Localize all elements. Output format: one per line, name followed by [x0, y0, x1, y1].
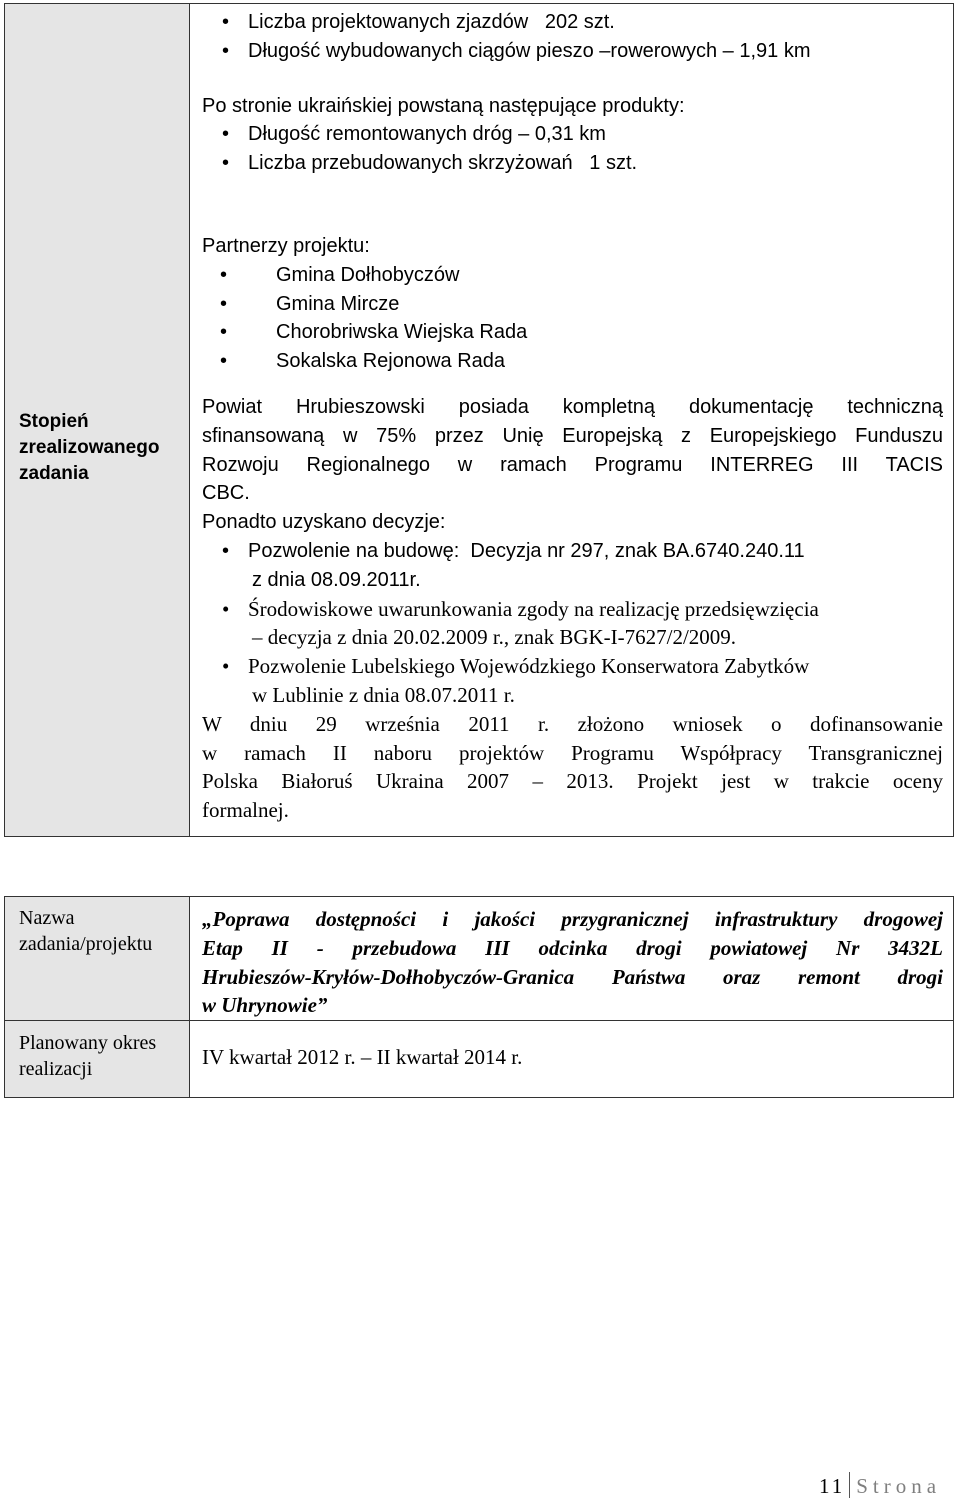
ukraine-intro: Po stronie ukraińskiej powstaną następujące produkty: — [202, 94, 685, 117]
status-line: Rozwoju Regionalnego w ramach Programu INTERREG III TACIS — [202, 453, 943, 476]
project-status-table — [4, 3, 954, 837]
project-title-cell — [190, 897, 954, 1021]
decisions-serif-block — [202, 595, 943, 710]
title-line: w Uhrynowie” — [202, 993, 328, 1018]
status-line: Powiat Hrubieszowski posiada kompletną dokumentację techniczną — [202, 395, 943, 418]
list-item: • Długość remontowanych dróg – 0,31 km — [222, 120, 943, 149]
decision-item-cont: w Lublinie z dnia 08.07.2011 r. — [252, 682, 515, 707]
products-list — [202, 4, 943, 66]
label-okres: Planowany okres realizacji — [19, 1032, 157, 1081]
label-okres-cell — [5, 1021, 190, 1098]
content-block — [190, 4, 953, 825]
project-name-table — [4, 896, 954, 1098]
project-title — [190, 897, 953, 1020]
decision-item-cont: – decyzja z dnia 20.02.2009 r., znak BGK-I-7627/2/2009. — [252, 625, 737, 650]
page-word: Strona — [856, 1474, 942, 1498]
application-line: W dniu 29 września 2011 r. złożono wniosek o dofinansowanie — [202, 711, 943, 736]
list-item: • Liczba przebudowanych skrzyżowań 1 szt. — [222, 149, 943, 178]
list-item: • Gmina Mircze — [220, 290, 943, 319]
label-nazwa-cell — [5, 897, 190, 1021]
content-cell — [190, 4, 954, 837]
title-line: „Poprawa dostępności i jakości przygranicznej infrastruktury drogowej — [202, 907, 943, 931]
page-number: 11 — [819, 1474, 846, 1498]
page-footer — [819, 1472, 941, 1499]
footer-divider — [849, 1472, 850, 1498]
application-line: formalnej. — [202, 798, 289, 823]
decision-item: • Środowiskowe uwarunkowania zgody na realizację przedsięwzięcia — [222, 595, 943, 624]
list-item: • Sokalska Rejonowa Rada — [220, 347, 943, 376]
label-column-cell — [5, 4, 190, 837]
title-line: Hrubieszów-Kryłów-Dołhobyczów-Granica Państwa oraz remont drogi — [202, 964, 943, 989]
ukraine-block — [202, 92, 943, 178]
application-paragraph — [202, 710, 943, 825]
decision-item: • Pozwolenie na budowę: Decyzja nr 297, znak BA.6740.240.11 — [222, 537, 943, 566]
status-line: CBC. — [202, 482, 250, 505]
decision-item: • Pozwolenie Lubelskiego Wojewódzkiego Konserwatora Zabytków — [222, 652, 943, 681]
list-item: • Chorobriwska Wiejska Rada — [220, 318, 943, 347]
list-item: • Liczba projektowanych zjazdów 202 szt. — [222, 8, 943, 37]
application-line: w ramach II naboru projektów Programu Współpracy Transgranicznej — [202, 740, 943, 765]
list-item: • Długość wybudowanych ciągów pieszo –rowerowych – 1,91 km — [222, 37, 943, 66]
application-line: Polska Białoruś Ukraina 2007 – 2013. Projekt jest w trakcie oceny — [202, 769, 943, 794]
status-paragraph — [202, 393, 943, 595]
decision-item-cont: z dnia 08.09.2011r. — [252, 568, 421, 591]
partners-block — [202, 232, 943, 376]
partners-intro: Partnerzy projektu: — [202, 234, 370, 257]
decisions-intro: Ponadto uzyskano decyzje: — [202, 511, 446, 534]
period-cell — [190, 1021, 954, 1098]
list-item: • Gmina Dołhobyczów — [220, 261, 943, 290]
title-line: Etap II - przebudowa III odcinka drogi powiatowej Nr 3432L — [202, 935, 943, 960]
label-nazwa: Nazwa zadania/projektu — [19, 907, 153, 955]
status-line: sfinansowaną w 75% przez Unię Europejską z Europejskiego Funduszu — [202, 424, 943, 447]
planned-period: IV kwartał 2012 r. – II kwartał 2014 r. — [202, 1045, 523, 1070]
label-stopien: Stopień zrealizowanego zadania — [19, 411, 160, 484]
